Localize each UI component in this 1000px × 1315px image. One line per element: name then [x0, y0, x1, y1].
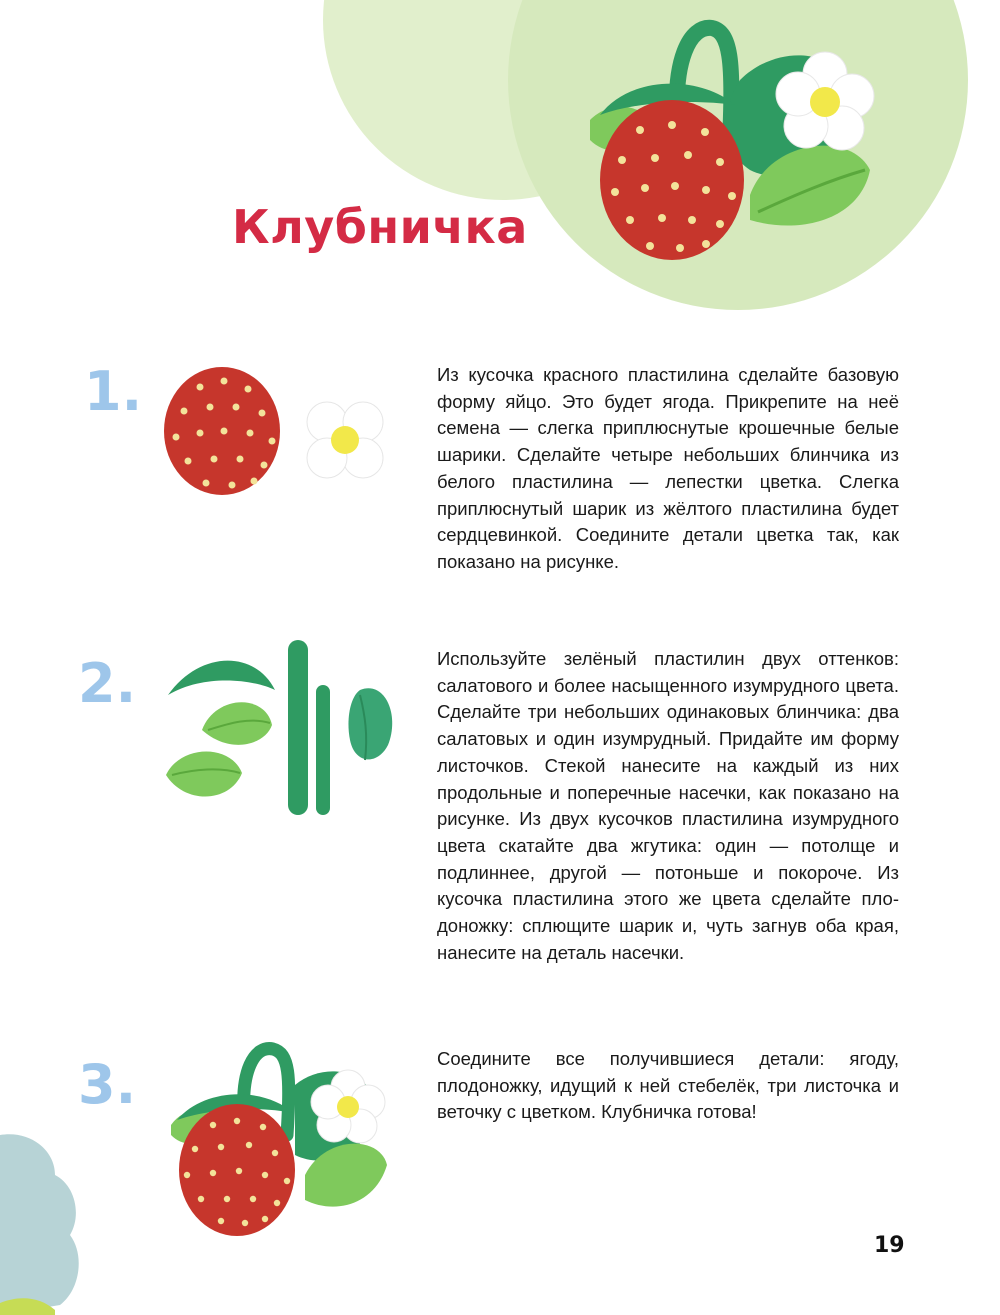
step-text-2: Используйте зелёный пластилин двух оттенков: салатового и более насыщенного изумрудного цвета. Сделайте три небольших одинаковых блинчика: два салатовых и один изумрудный. Придайте им форму листочков. Стекой нанесите на каждый из них продольные и поперечные насечки, как показано на рисунке. Из двух кусочков пластилина изумрудного цвета скатайте два жгутика: один — потолще и подлиннее, другой — потоньше и покороче. Из кусочка пластилина этого же цвета сделайте плодоножку: сплющите шарик и, чуть загнув оба края, нанесите на деталь насечки. [437, 648, 899, 963]
step-number-2: 2. [78, 652, 137, 715]
step1-flower-icon [300, 395, 390, 485]
corner-blob-decoration [0, 1115, 90, 1315]
step-text-1: Из кусочка красного пластилина сделайте базовую форму яйцо. Это будет ягода. Прикрепите на неё семена — слегка приплюснутые крошечные белые шарики. Сделайте четыре небольших блинчика из белого пластилина — лепестки цветка. Слегка приплюснутый шарик из жёлтого пластилина будет сердцевинкой. Соедините детали цветка так, как показано на рисунке. [437, 364, 899, 572]
step3-assembled-strawberry-icon [165, 1045, 395, 1245]
hero-strawberry-icon [580, 20, 880, 260]
step-number-1: 1. [84, 360, 143, 423]
page-number: 19 [874, 1233, 905, 1258]
step-text-3: Соедините все получившиеся детали: ягоду, плодоножку, идущий к ней стебелёк, три листочка и веточку с цветком. Клубничка готова! [437, 1048, 899, 1123]
step1-strawberry-icon [162, 365, 292, 500]
page-title: Клубничка [232, 200, 528, 254]
step2-parts-icon [160, 635, 400, 820]
step-number-3: 3. [78, 1053, 137, 1116]
